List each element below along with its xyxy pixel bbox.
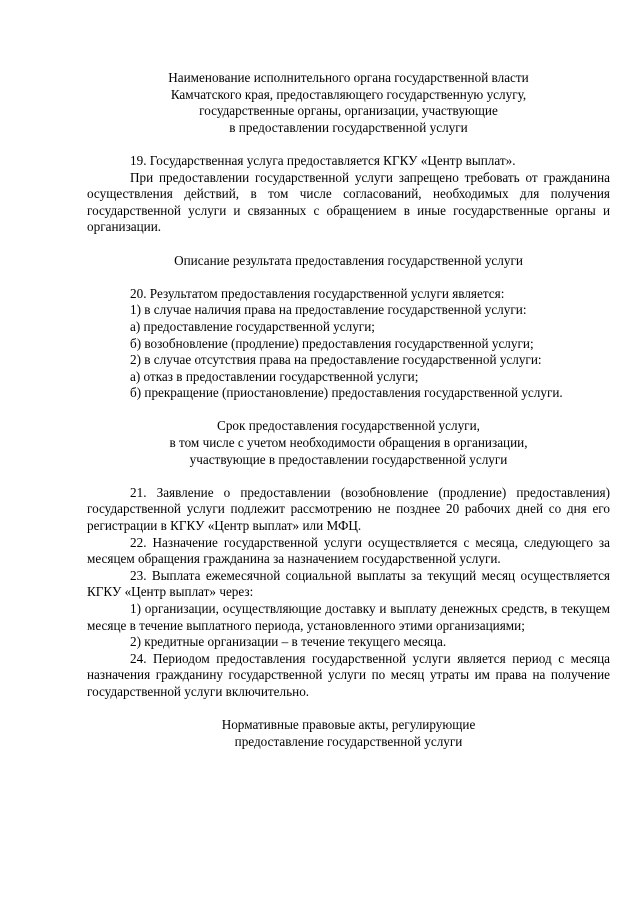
paragraph-20-item-1: 1) в случае наличия права на предоставление государственной услуги: — [130, 302, 527, 318]
paragraph-20-item-1b: б) возобновление (продление) предоставления государственной услуги; — [130, 335, 534, 351]
paragraph-23: 23. Выплата ежемесячной социальной выплаты за текущий месяц осуществляется КГКУ «Центр выплат» через: — [87, 567, 610, 600]
heading-line: государственные органы, организации, участвующие — [199, 103, 498, 119]
heading-line: в предоставлении государственной услуги — [229, 119, 468, 135]
paragraph-20-item-2a: а) отказ в предоставлении государственной услуги; — [130, 368, 419, 384]
paragraph-21: 21. Заявление о предоставлении (возобновление (продление) предоставления) государственной услуги подлежит рассмотрению не позднее 20 рабочих дней со дня его регистрации в КГКУ «Центр выплат» или МФЦ. — [87, 484, 610, 534]
paragraph-24: 24. Периодом предоставления государственной услуги является период с месяца назначения гражданину государственной услуги по месяц утраты им права на получение государственной услуги включительно. — [87, 650, 610, 699]
paragraph-23-item-1: 1) организации, осуществляющие доставку и выплату денежных средств, в текущем месяце в течение выплатного периода, установленного этими организациями; — [87, 601, 610, 633]
paragraph-20-item-2: 2) в случае отсутствия права на предоставление государственной услуги: — [130, 352, 542, 368]
paragraph-20: 20. Результатом предоставления государственной услуги является: — [130, 285, 505, 301]
paragraph-20-item-2b: б) прекращение (приостановление) предоставления государственной услуги. — [130, 385, 563, 401]
heading-line: Наименование исполнительного органа государственной власти — [168, 70, 529, 85]
paragraph-22: 22. Назначение государственной услуги осуществляется с месяца, следующего за месяцем обращения гражданина за назначением государственной услуги. — [87, 534, 610, 567]
section-heading-term — [87, 418, 610, 468]
heading-line: Срок предоставления государственной услуги, — [217, 418, 480, 434]
document-page — [87, 70, 610, 750]
heading-line: в том числе с учетом необходимости обращения в организации, — [169, 435, 528, 451]
paragraph-20-item-1a: а) предоставление государственной услуги; — [130, 318, 375, 334]
paragraph-23-item-2: 2) кредитные организации – в течение текущего месяца. — [130, 634, 447, 650]
section-heading-executive-body — [87, 70, 610, 136]
heading-line: предоставление государственной услуги — [234, 733, 463, 749]
heading-line: Камчатского края, предоставляющего государственную услугу, — [170, 86, 527, 102]
paragraph-19: 19. Государственная услуга предоставляется КГКУ «Центр выплат». — [130, 152, 516, 168]
section-heading-result — [87, 253, 610, 270]
paragraph-19-prohibition: При предоставлении государственной услуги запрещено требовать от гражданина осуществления действий, в том числе согласований, необходимых для получения государственной услуги и связанных с обращением в иные государственные органы и организации. — [87, 169, 610, 235]
heading-line: Нормативные правовые акты, регулирующие — [221, 717, 476, 733]
heading-line: участвующие в предоставлении государственной услуги — [189, 451, 508, 467]
section-heading-legal-acts — [87, 717, 610, 750]
heading-line: Описание результата предоставления государственной услуги — [174, 252, 523, 268]
